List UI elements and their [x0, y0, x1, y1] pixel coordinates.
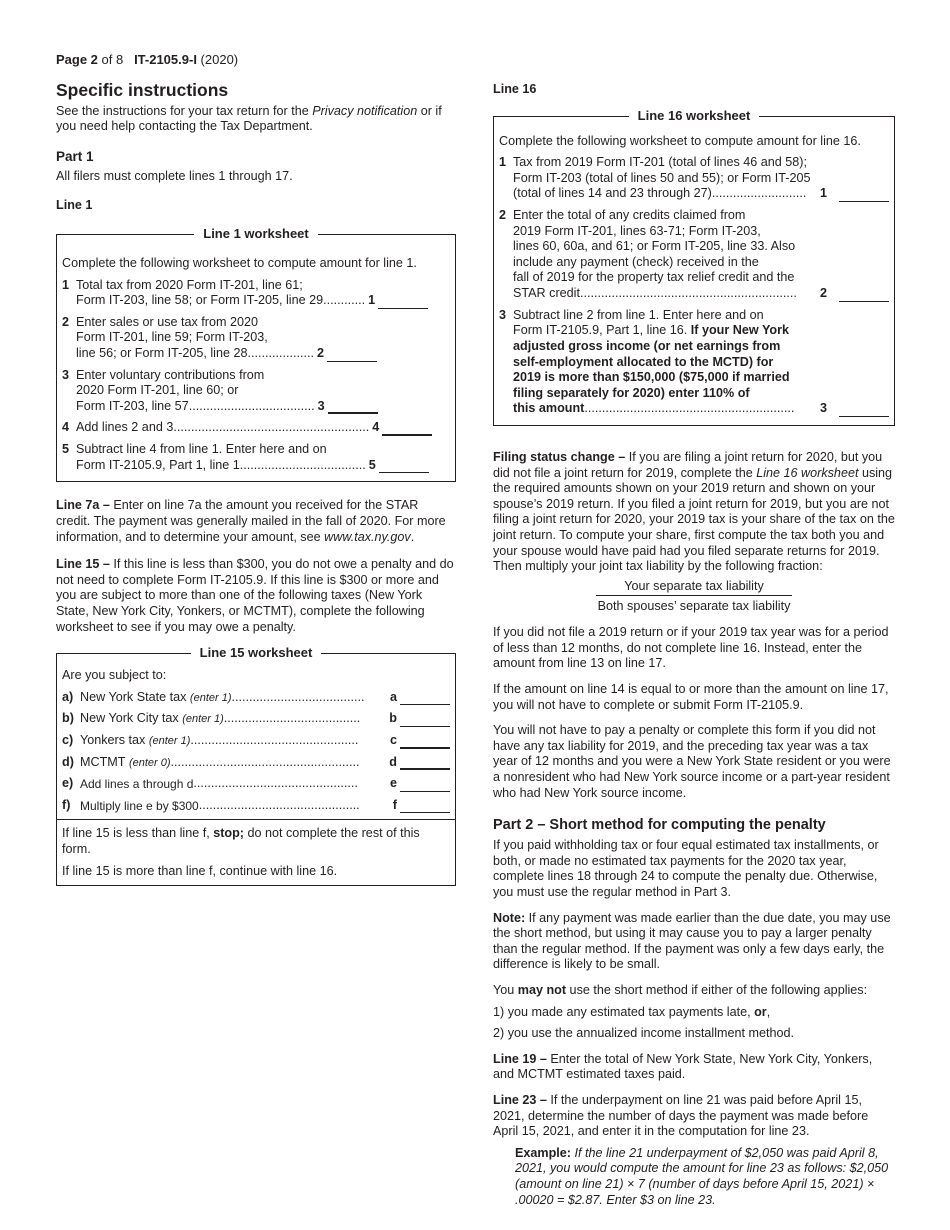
- line23-paragraph: Line 23 – If the underpayment on line 21 was paid before April 15, 2021, determine the number of days the payment was made before April 15, 2021, and enter it in the computation for line 23.: [493, 1093, 869, 1139]
- ws16-line3-field[interactable]: [839, 404, 889, 417]
- line14-paragraph: If the amount on line 14 is equal to or more than the amount on line 17, you will not have to complete or submit Form IT-2105.9.: [493, 681, 889, 712]
- item-e-field[interactable]: [400, 779, 450, 792]
- item-c-field[interactable]: [400, 735, 450, 749]
- ws15-item-e: e) Add lines a through d ............................................... e: [62, 776, 450, 792]
- line16-worksheet: [493, 107, 895, 426]
- item-a-field[interactable]: [400, 692, 450, 705]
- line7a-paragraph: Line 7a – Enter on line 7a the amount you received for the STAR credit. The payment was generally mailed in the fall of 2020. For more information, and to determine your amount, see www.tax.ny.gov.: [56, 498, 446, 544]
- line5-amount-field[interactable]: [379, 460, 429, 473]
- liability-fraction: [493, 579, 895, 615]
- line3-amount-field[interactable]: [328, 400, 378, 414]
- filing-status-paragraph: Filing status change – If you are filing a joint return for 2020, but you did not file a joint return for 2019, complete the Line 16 worksheet using the required amounts shown on your 2019 return and shown on your spouse’s 2019 return. If you filed a joint return for 2019, but you are not filing a joint return for 2020, your 2019 tax is your share of the tax on the joint return. To compute your share, first compute the tax both you and your spouse would have paid had you filed separate returns for 2019. Then multiply your joint tax liability by the following fraction:: [493, 449, 895, 574]
- worksheet-title: Line 15 worksheet: [57, 645, 455, 661]
- line2-amount-field[interactable]: [327, 349, 377, 362]
- part1-heading: Part 1: [56, 149, 94, 165]
- fraction-denominator: Both spouses’ separate tax liability: [597, 599, 791, 614]
- list-item: 2) you use the annualized income installment method.: [493, 1026, 795, 1041]
- ws15-item-d: d) MCTMT (enter 0) ...................................................... d: [62, 755, 450, 771]
- section-title: Specific instructions: [56, 80, 229, 101]
- stop-instruction: If line 15 is less than line f, stop; do not complete the rest of this form.: [62, 826, 420, 857]
- item-b-field[interactable]: [400, 714, 450, 727]
- worksheet-title: Line 1 worksheet: [57, 226, 455, 242]
- line15-paragraph: Line 15 – If this line is less than $300, you do not owe a penalty and do not need to complete Form IT-2105.9. If this line is $300 or more and you are subject to more than one of the following taxes (New York State, New York City, Yonkers, or MCTMT), complete the following worksheet to see if you may owe a penalty.: [56, 557, 454, 634]
- ws16-line1-field[interactable]: [839, 189, 889, 202]
- ws15-item-f: f) Multiply line e by $300 .............................................. f: [62, 798, 450, 814]
- list-item: 1) you made any estimated tax payments late, or,: [493, 1004, 771, 1019]
- ws1-line-4: 4 Add lines 2 and 3 ........................................................ 4: [62, 420, 450, 436]
- no-penalty-paragraph: You will not have to pay a penalty or complete this form if you did not have any tax liability for 2019, and the preceding tax year was a tax year of 12 months and you were a New York State resident or you were a nonresident who had New York source income or a part-year resident who had New York source income.: [493, 723, 891, 800]
- line1-amount-field[interactable]: [378, 296, 428, 309]
- worksheet-intro: Complete the following worksheet to compute amount for line 1.: [62, 255, 417, 270]
- may-not-paragraph: You may not use the short method if either of the following applies:: [493, 983, 868, 997]
- page-label: Page 2: [56, 52, 98, 67]
- ws1-line-5: 5 Subtract line 4 from line 1. Enter here and on Form IT-2105.9, Part 1, line 1 .................................... 5: [62, 442, 450, 473]
- ws16-line-1: 1 Tax from 2019 Form IT-201 (total of lines 46 and 58); Form IT-203 (total of lines 50 and 55); or Form IT-205 (total of lines 14 and 23 through 27) ........................... 1: [499, 155, 889, 202]
- intro-paragraph: See the instructions for your tax return for the Privacy notification or if you need help contacting the Tax Department.: [56, 103, 442, 134]
- example-paragraph: Example: If the line 21 underpayment of $2,050 was paid April 8, 2021, you would compute the amount for line 23 as follows: $2,050 (amount on line 21) × 7 (number of days before April 15, 2021) × .00020 = $2.87. Enter $3 on line 23.: [515, 1145, 889, 1207]
- item-d-field[interactable]: [400, 756, 450, 770]
- ws15-item-c: c) Yonkers tax (enter 1) ................................................ c: [62, 733, 450, 749]
- ws1-line-3: 3 Enter voluntary contributions from 2020 Form IT-201, line 60; or Form IT-203, line 57 .................................... 3: [62, 368, 450, 415]
- ws16-line2-field[interactable]: [839, 289, 889, 302]
- website-link[interactable]: www.tax.ny.gov: [324, 529, 411, 544]
- worksheet-title: Line 16 worksheet: [494, 108, 894, 124]
- ws1-line-1: 1 Total tax from 2020 Form IT-201, line 61; Form IT-203, line 58; or Form IT-205, line 29 ............ 1: [62, 278, 450, 309]
- line1-worksheet: [56, 225, 456, 482]
- ws16-line-3: 3 Subtract line 2 from line 1. Enter here and on Form IT-2105.9, Part 1, line 16. If your New York adjusted gross income (or net earnings from self-employment allocated to the MCTD) for 2019 is more than $150,000 ($75,000 if married filing separately for 2020) enter 110% of this amount ............................................................ 3: [499, 308, 889, 417]
- form-year: (2020): [196, 52, 239, 67]
- line16-heading: Line 16: [493, 82, 537, 96]
- fraction-numerator: Your separate tax liability: [596, 579, 792, 597]
- page-header: [56, 52, 456, 68]
- item-f-field[interactable]: [400, 800, 450, 813]
- ws15-item-b: b) New York City tax (enter 1) ....................................... b: [62, 711, 450, 727]
- ws15-item-a: a) New York State tax (enter 1) ...................................... a: [62, 690, 450, 706]
- continue-instruction: If line 15 is more than line f, continue with line 16.: [62, 863, 338, 878]
- note-paragraph: Note: If any payment was made earlier than the due date, you may use the short method, but using it may cause you to pay a larger penalty than the regular method. If the payment was only a few days early, the difference is likely to be small.: [493, 910, 891, 972]
- part1-text: All filers must complete lines 1 through 17.: [56, 168, 293, 183]
- worksheet-intro: Complete the following worksheet to compute amount for line 16.: [499, 133, 861, 148]
- ws1-line-2: 2 Enter sales or use tax from 2020 Form IT-201, line 59; Form IT-203, line 56; or Form IT-205, line 28 ................... 2: [62, 315, 450, 362]
- line4-amount-field[interactable]: [382, 422, 432, 436]
- ws16-line-2: 2 Enter the total of any credits claimed from 2019 Form IT-201, lines 63-71; Form IT-203, lines 60, 60a, and 61; or Form IT-205, line 33. Also include any payment (check) received in the fall of 2019 for the property tax relief credit and the STAR credit .............................................................. 2: [499, 208, 889, 302]
- form-id: IT-2105.9-I: [134, 52, 197, 67]
- part2-text: If you paid withholding tax or four equal estimated tax installments, or both, or made no estimated tax payments for the 2020 tax year, complete lines 18 through 24 to compute the penalty due. Otherwise, you must use the regular method in Part 3.: [493, 838, 879, 899]
- part2-heading: Part 2 – Short method for computing the penalty: [493, 817, 826, 834]
- page-total: of 8: [97, 52, 124, 67]
- no-return-paragraph: If you did not file a 2019 return or if your 2019 tax year was for a period of less than 12 months, do not complete line 16. Instead, enter the amount from line 13 on line 17.: [493, 625, 889, 671]
- line1-heading: Line 1: [56, 198, 93, 213]
- right-column: [493, 52, 895, 1208]
- line15-worksheet: [56, 645, 456, 886]
- worksheet-intro: Are you subject to:: [62, 668, 167, 683]
- line19-paragraph: Line 19 – Enter the total of New York State, New York City, Yonkers, and MCTMT estimated taxes paid.: [493, 1051, 873, 1082]
- left-column: [56, 52, 456, 886]
